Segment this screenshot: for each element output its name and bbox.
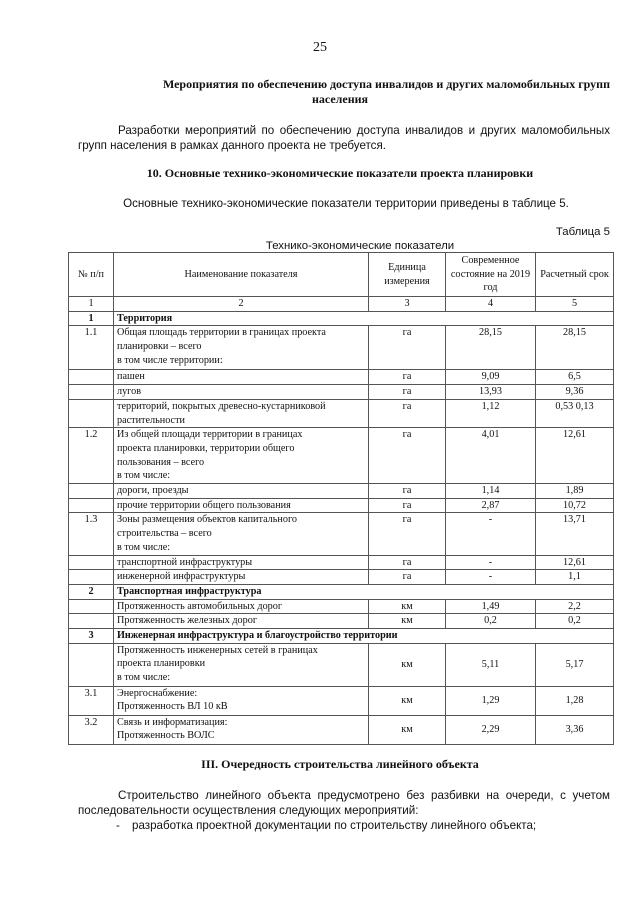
indicator-name bbox=[114, 370, 369, 385]
table-row bbox=[69, 326, 614, 370]
current-value-cell: 1,29 bbox=[446, 686, 536, 715]
unit-cell: га bbox=[369, 513, 446, 555]
planned-value-cell: 1,89 bbox=[536, 484, 614, 499]
table-caption: Технико-экономические показатели bbox=[265, 240, 455, 252]
indicator-name-line: инженерной инфраструктуры bbox=[117, 571, 246, 583]
unit-cell: га bbox=[369, 370, 446, 385]
row-number bbox=[69, 370, 114, 385]
planned-value-cell: 9,36 bbox=[536, 385, 614, 400]
row-number bbox=[69, 399, 114, 427]
access-heading-line1: Мероприятия по обеспечению доступа инвалидов и других маломобильных групп bbox=[162, 77, 610, 91]
table-row bbox=[69, 643, 614, 686]
indicator-name-line: проекта планировки bbox=[117, 658, 206, 670]
indicator-name-line: Из общей площади территории в границах bbox=[117, 429, 303, 441]
current-value-cell: 4,01 bbox=[446, 428, 536, 484]
column-number: 5 bbox=[536, 297, 614, 312]
unit-cell: га bbox=[369, 498, 446, 513]
current-value-cell: 28,15 bbox=[446, 326, 536, 370]
planned-value-cell: 3,36 bbox=[536, 715, 614, 744]
indicator-name bbox=[114, 555, 369, 570]
indicator-name bbox=[114, 643, 369, 686]
header-name: Наименование показателя bbox=[114, 253, 369, 297]
current-value-cell: 1,14 bbox=[446, 484, 536, 499]
row-number: 1.2 bbox=[69, 428, 114, 484]
current-value-cell: 1,49 bbox=[446, 599, 536, 614]
indicator-name-line: растительности bbox=[117, 414, 185, 426]
current-value-cell: - bbox=[446, 555, 536, 570]
indicator-name-line: в том числе территории: bbox=[117, 354, 223, 366]
section-III-paragraph-line2: последовательности осуществления следующих мероприятий: bbox=[78, 804, 419, 817]
planned-value-cell: 12,61 bbox=[536, 428, 614, 484]
table-row bbox=[69, 385, 614, 400]
access-paragraph-line1: Разработки мероприятий по обеспечению доступа инвалидов и других маломобильных bbox=[118, 124, 610, 137]
planned-value-cell: 2,2 bbox=[536, 599, 614, 614]
current-value-cell: 5,11 bbox=[446, 643, 536, 686]
indicator-name bbox=[114, 614, 369, 629]
unit-cell: га bbox=[369, 484, 446, 499]
planned-value-cell: 10,72 bbox=[536, 498, 614, 513]
row-number: 1.1 bbox=[69, 326, 114, 370]
row-number bbox=[69, 570, 114, 585]
section-title: Инженерная инфраструктура и благоустройство территории bbox=[114, 629, 614, 644]
indicator-name bbox=[114, 570, 369, 585]
indicator-name-line: Зоны размещения объектов капитального bbox=[117, 514, 297, 526]
table-row bbox=[69, 715, 614, 744]
section-10-intro: Основные технико-экономические показатели территории приведены в таблице 5. bbox=[123, 197, 569, 210]
planned-value-cell: 5,17 bbox=[536, 643, 614, 686]
header-num: № п/п bbox=[69, 253, 114, 297]
indicator-name-line: Протяженность железных дорог bbox=[117, 615, 258, 627]
table-row bbox=[69, 555, 614, 570]
table-row bbox=[69, 498, 614, 513]
indicator-name-line: Протяженность ВЛ 10 кВ bbox=[117, 701, 228, 713]
indicator-name bbox=[114, 385, 369, 400]
section-10-heading: 10. Основные технико-экономические показатели проекта планировки bbox=[146, 166, 534, 180]
indicator-name bbox=[114, 686, 369, 715]
current-value-cell: 2,29 bbox=[446, 715, 536, 744]
indicator-name-line: дороги, проезды bbox=[117, 485, 189, 497]
section-title: Территория bbox=[114, 311, 614, 326]
current-value-cell: - bbox=[446, 570, 536, 585]
table-row bbox=[69, 370, 614, 385]
table-row bbox=[69, 399, 614, 427]
unit-cell: км bbox=[369, 643, 446, 686]
column-number: 3 bbox=[369, 297, 446, 312]
current-value-cell: 1,12 bbox=[446, 399, 536, 427]
current-value-cell: 0,2 bbox=[446, 614, 536, 629]
table-label: Таблица 5 bbox=[555, 226, 610, 238]
indicator-name bbox=[114, 399, 369, 427]
column-number: 4 bbox=[446, 297, 536, 312]
table-section-row bbox=[69, 584, 614, 599]
indicator-name-line: в том числе: bbox=[117, 470, 171, 482]
row-number bbox=[69, 498, 114, 513]
row-number: 3.2 bbox=[69, 715, 114, 744]
page-number: 25 bbox=[313, 40, 327, 55]
indicator-name-line: лугов bbox=[117, 386, 142, 398]
indicator-name-line: территорий, покрытых древесно-кустарниковой bbox=[117, 400, 326, 412]
table-row bbox=[69, 599, 614, 614]
section-title: Транспортная инфраструктура bbox=[114, 584, 614, 599]
row-number: 1.3 bbox=[69, 513, 114, 555]
indicator-name-line: в том числе: bbox=[117, 672, 171, 684]
column-number: 2 bbox=[114, 297, 369, 312]
indicator-name-line: планировки – всего bbox=[117, 341, 202, 353]
header-unit: Единица измерения bbox=[369, 253, 446, 297]
planned-value-cell: 0,53 0,13 bbox=[536, 399, 614, 427]
indicator-name-line: Протяженность инженерных сетей в границах bbox=[117, 644, 318, 656]
unit-cell: га bbox=[369, 385, 446, 400]
indicator-name bbox=[114, 326, 369, 370]
section-number: 1 bbox=[69, 311, 114, 326]
column-number: 1 bbox=[69, 297, 114, 312]
indicator-name bbox=[114, 599, 369, 614]
planned-value-cell: 1,1 bbox=[536, 570, 614, 585]
table-row bbox=[69, 428, 614, 484]
section-III-heading: III. Очередность строительства линейного объекта bbox=[201, 757, 479, 771]
unit-cell: км bbox=[369, 715, 446, 744]
bullet-item: разработка проектной документации по строительству линейного объекта; bbox=[132, 819, 537, 832]
current-value-cell: - bbox=[446, 513, 536, 555]
planned-value-cell: 12,61 bbox=[536, 555, 614, 570]
header-current: Современное состояние на 2019 год bbox=[446, 253, 536, 297]
row-number: 3.1 bbox=[69, 686, 114, 715]
indicator-name-line: проекта планировки, территории общего bbox=[117, 442, 295, 454]
row-number bbox=[69, 643, 114, 686]
current-value-cell: 13,93 bbox=[446, 385, 536, 400]
indicator-name-line: Протяженность автомобильных дорог bbox=[117, 600, 283, 612]
section-III-paragraph-line1: Строительство линейного объекта предусмотрено без разбивки на очереди, с учетом bbox=[118, 789, 610, 802]
current-value-cell: 9,09 bbox=[446, 370, 536, 385]
unit-cell: га bbox=[369, 555, 446, 570]
header-planned: Расчетный срок bbox=[536, 253, 614, 297]
current-value-cell: 2,87 bbox=[446, 498, 536, 513]
unit-cell: км bbox=[369, 614, 446, 629]
section-number: 2 bbox=[69, 584, 114, 599]
indicator-name-line: пользования – всего bbox=[117, 456, 205, 468]
planned-value-cell: 1,28 bbox=[536, 686, 614, 715]
table-header-row bbox=[69, 253, 614, 297]
table-row bbox=[69, 570, 614, 585]
column-number-row bbox=[69, 297, 614, 312]
indicator-name-line: Протяженность ВОЛС bbox=[117, 730, 215, 742]
indicator-name-line: Общая площадь территории в границах проекта bbox=[117, 327, 326, 339]
section-number: 3 bbox=[69, 629, 114, 644]
row-number bbox=[69, 614, 114, 629]
access-paragraph-line2: групп населения в рамках данного проекта не требуется. bbox=[78, 139, 386, 152]
table-row bbox=[69, 686, 614, 715]
table-row bbox=[69, 614, 614, 629]
unit-cell: км bbox=[369, 599, 446, 614]
access-heading-line2: населения bbox=[311, 92, 369, 106]
indicator-name-line: транспортной инфраструктуры bbox=[117, 556, 253, 568]
unit-cell: км bbox=[369, 686, 446, 715]
indicator-name bbox=[114, 428, 369, 484]
indicator-name bbox=[114, 715, 369, 744]
unit-cell: га bbox=[369, 399, 446, 427]
table-row bbox=[69, 484, 614, 499]
table-section-row bbox=[69, 629, 614, 644]
planned-value-cell: 13,71 bbox=[536, 513, 614, 555]
indicator-name-line: Связь и информатизация: bbox=[117, 716, 228, 728]
indicator-name bbox=[114, 513, 369, 555]
indicator-name-line: Энергоснабжение: bbox=[117, 687, 198, 699]
row-number bbox=[69, 555, 114, 570]
indicator-name-line: пашен bbox=[117, 371, 145, 383]
unit-cell: га bbox=[369, 326, 446, 370]
bullet-marker: - bbox=[116, 819, 120, 832]
unit-cell: га bbox=[369, 570, 446, 585]
indicator-name bbox=[114, 484, 369, 499]
row-number bbox=[69, 599, 114, 614]
planned-value-cell: 28,15 bbox=[536, 326, 614, 370]
row-number bbox=[69, 484, 114, 499]
planned-value-cell: 0,2 bbox=[536, 614, 614, 629]
indicator-name-line: в том числе: bbox=[117, 541, 171, 553]
planned-value-cell: 6,5 bbox=[536, 370, 614, 385]
table-row bbox=[69, 513, 614, 555]
indicator-name bbox=[114, 498, 369, 513]
indicator-name-line: строительства – всего bbox=[117, 528, 212, 540]
technical-economic-table bbox=[68, 252, 614, 745]
indicator-name-line: прочие территории общего пользования bbox=[117, 499, 291, 511]
table-section-row bbox=[69, 311, 614, 326]
row-number bbox=[69, 385, 114, 400]
unit-cell: га bbox=[369, 428, 446, 484]
